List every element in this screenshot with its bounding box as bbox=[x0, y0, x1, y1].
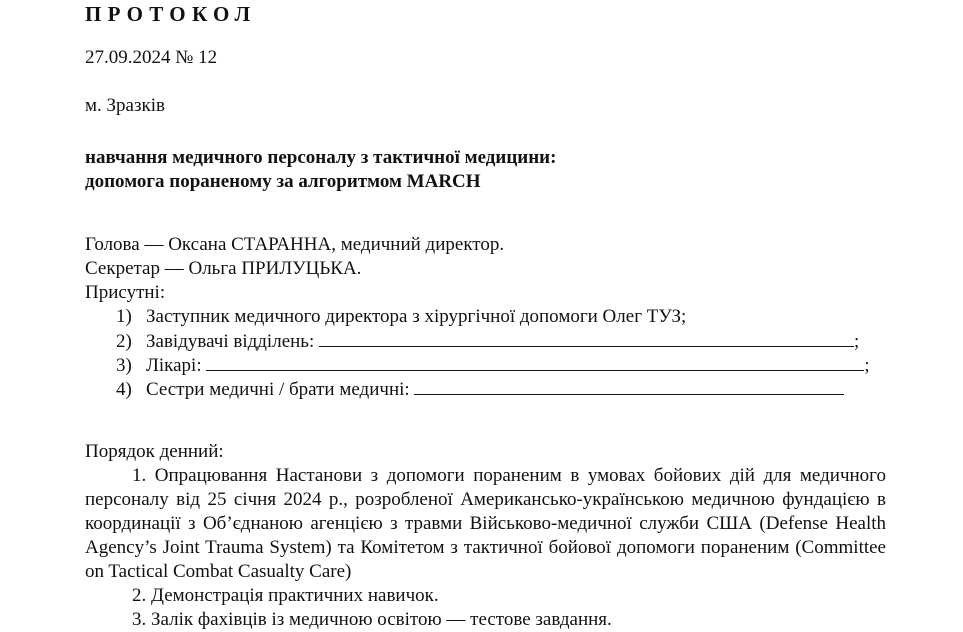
attendee-item bbox=[116, 377, 844, 402]
attendee-item bbox=[116, 353, 870, 378]
attendee-item bbox=[116, 305, 686, 329]
city: м. Зразків bbox=[85, 95, 165, 116]
attendee-text: Завідувачі відділень: bbox=[146, 331, 315, 352]
attendee-number: 3) bbox=[116, 355, 132, 376]
fill-in-line bbox=[414, 377, 844, 395]
fill-in-line bbox=[319, 329, 854, 347]
date-number: 27.09.2024 № 12 bbox=[85, 47, 218, 68]
subject-line-1: навчання медичного персоналу з тактичної медицини: bbox=[85, 147, 557, 168]
secretary-line: Секретар — Ольга ПРИЛУЦЬКА. bbox=[85, 258, 362, 279]
attendee-number: 1) bbox=[116, 306, 132, 327]
chair-line: Голова — Оксана СТАРАННА, медичний директор. bbox=[85, 234, 505, 255]
attendee-number: 4) bbox=[116, 379, 132, 400]
subject-line-2: допомога пораненому за алгоритмом MARCH bbox=[85, 171, 481, 192]
agenda-item-1: 1. Опрацювання Настанови з допомоги пораненим в умовах бойових дій для медичного персоналу від 25 січня 2024 р., розробленої Американсько-українською медичною фундацією в координації з Об’єднаною агенцією з травми Військово-медичної служби США (Defense Health Agency’s Joint Trauma System) та Комітетом з тактичної бойової допомоги пораненим (Committee on Tactical Combat Casualty Care) bbox=[85, 465, 886, 582]
attendee-item bbox=[116, 329, 859, 354]
attendee-number: 2) bbox=[116, 331, 132, 352]
fill-in-line bbox=[206, 353, 864, 371]
attendee-text: Сестри медичні / брати медичні: bbox=[146, 379, 410, 400]
attendee-tail: ; bbox=[864, 355, 870, 376]
agenda-label: Порядок денний: bbox=[85, 441, 224, 462]
agenda-item-3: 3. Залік фахівців із медичною освітою — тестове завдання. bbox=[132, 609, 612, 630]
attendee-tail: ; bbox=[854, 331, 860, 352]
attendee-text: Заступник медичного директора з хірургічної допомоги Олег ТУЗ; bbox=[146, 306, 687, 327]
attendee-text: Лікарі: bbox=[146, 355, 202, 376]
present-label: Присутні: bbox=[85, 282, 166, 303]
document-title: ПРОТОКОЛ bbox=[85, 2, 257, 26]
agenda-item-2: 2. Демонстрація практичних навичок. bbox=[132, 585, 439, 606]
